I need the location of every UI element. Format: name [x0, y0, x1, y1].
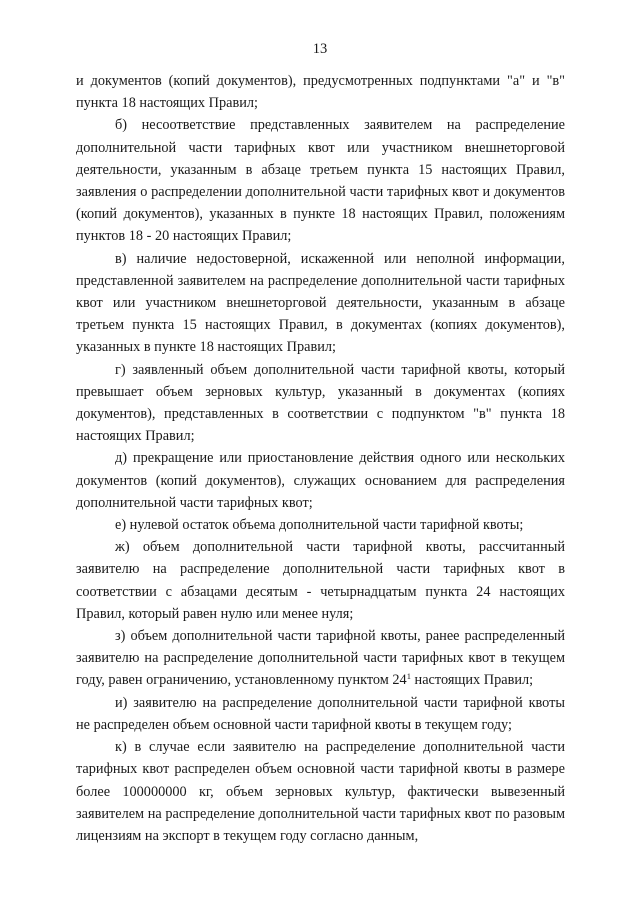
paragraph-b: б) несоответствие представленных заявителем на распределение дополнительной части тарифных квот или участником внешнеторговой деятельности, указанным в абзаце третьем пункта 15 настоящих Правил, заявления о распределении дополнительной части тарифных квот и документов (копий документов), указанных в пункте 18 настоящих Правил, положениям пунктов 18 - 20 настоящих Правил; — [76, 117, 565, 245]
page-number: 13 — [312, 41, 328, 57]
paragraph-g: г) заявленный объем дополнительной части тарифной квоты, который превышает объем зерновых культур, указанный в документах (копиях документов), представленных в соответствии с подпунктом "в" пункта 18 настоящих Правил; — [76, 361, 565, 445]
document-body — [76, 70, 565, 847]
paragraph-d: д) прекращение или приостановление действия одного или нескольких документов (копий документов), служащих основанием для распределения дополнительной части тарифных квот; — [76, 450, 565, 511]
paragraph-z — [76, 625, 565, 692]
paragraph-continuation: и документов (копий документов), предусмотренных подпунктами "а" и "в" пункта 18 настоящих Правил; — [76, 73, 565, 112]
paragraph-v: в) наличие недостоверной, искаженной или неполной информации, представленной заявителем на распределение дополнительной части тарифных квот или участником внешнеторговой деятельности, указанным в абзаце третьем пункта 15 настоящих Правил, в документах (копиях документов), указанных в пункте 18 настоящих Правил; — [76, 250, 565, 356]
paragraph-z-text: з) объем дополнительной части тарифной квоты, ранее распределенный заявителю на распределение дополнительной части тарифных квот в текущем году, равен ограничению, установленному пунктом 24 — [76, 628, 565, 689]
superscript-index: 1 — [406, 671, 411, 682]
paragraph-z-tail: настоящих Правил; — [410, 672, 534, 689]
paragraph-i: и) заявителю на распределение дополнительной части тарифной квоты не распределен объем основной части тарифной квоты в текущем году; — [76, 694, 565, 733]
paragraph-k: к) в случае если заявителю на распределение дополнительной части тарифных квот распределен объем основной части тарифной квоты в размере более 100000000 кг, объем зерновых культур, фактически вывезенный заявителем на распределение дополнительной части тарифных квот по разовым лицензиям на экспорт в текущем году согласно данным, — [76, 739, 565, 844]
paragraph-e: е) нулевой остаток объема дополнительной части тарифной квоты; — [115, 517, 524, 534]
paragraph-zh: ж) объем дополнительной части тарифной квоты, рассчитанный заявителю на распределение дополнительной части тарифных квот в соответствии с абзацами десятым - четырнадцатым пункта 24 настоящих Правил, который равен нулю или менее нуля; — [76, 539, 565, 622]
